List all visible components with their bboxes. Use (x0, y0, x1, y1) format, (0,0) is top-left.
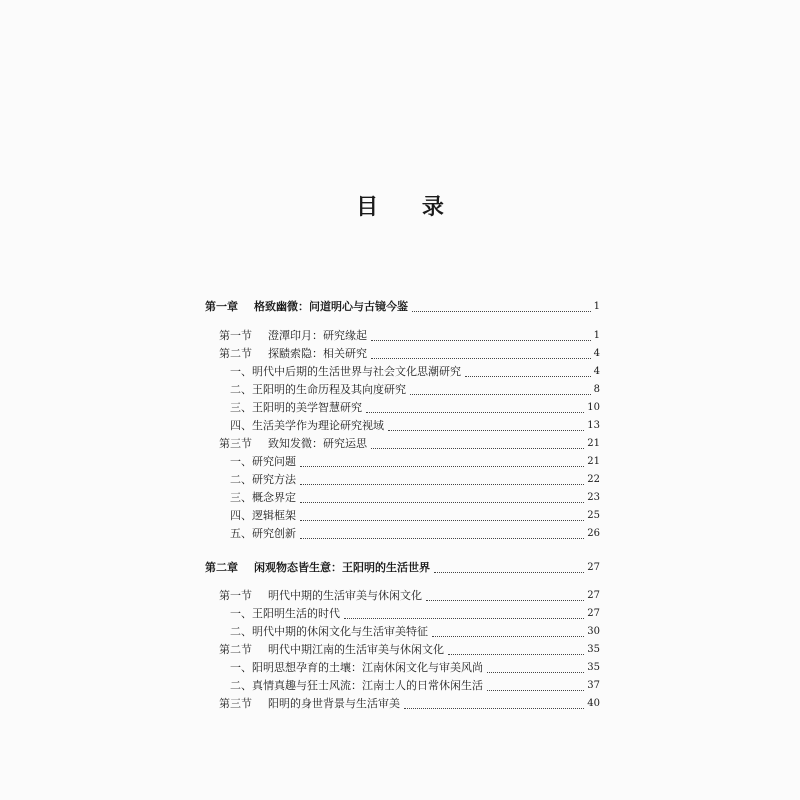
toc-page-number: 4 (593, 366, 600, 377)
toc-entry-text: 格致幽微：问道明心与古镜今鉴 (254, 300, 408, 313)
toc-page-number: 23 (587, 492, 600, 503)
toc-subsection-entry (230, 381, 600, 399)
toc-subsection-entry (230, 489, 600, 507)
toc-page-number: 8 (593, 384, 600, 395)
toc-page-number: 27 (587, 608, 600, 619)
toc-entry-number: 第一章 (205, 300, 238, 313)
toc-page-number: 1 (593, 330, 600, 341)
toc-entry-text: 五、研究创新 (230, 527, 296, 540)
toc-section-entry (219, 641, 600, 659)
toc-subsection-entry (230, 471, 600, 489)
toc-entry-text: 明代中期江南的生活审美与休闲文化 (268, 643, 444, 656)
toc-page-number: 37 (587, 680, 600, 691)
toc-entry-title (230, 453, 296, 471)
dot-leader (434, 571, 584, 573)
toc-subsection-entry (230, 623, 600, 641)
toc-entry-text: 一、阳明思想孕育的土壤：江南休闲文化与审美风尚 (230, 661, 483, 674)
toc-entry-text: 二、真情真趣与狂士风流：江南士人的日常休闲生活 (230, 679, 483, 692)
toc-entry-text: 四、逻辑框架 (230, 509, 296, 522)
toc-entry-text: 二、王阳明的生命历程及其向度研究 (230, 383, 406, 396)
dot-leader (300, 519, 584, 521)
toc-entry-text: 一、王阳明生活的时代 (230, 607, 340, 620)
toc-section-entry (219, 695, 600, 713)
toc-entry-title (230, 659, 483, 677)
toc-entry-text: 澄潭印月：研究缘起 (268, 329, 367, 342)
toc-entry-number: 第二节 (219, 347, 252, 360)
toc-entry-number: 第一节 (219, 589, 252, 602)
toc-entry-title (219, 587, 422, 605)
toc-entry-title (219, 435, 367, 453)
toc-entry-title (230, 363, 461, 381)
toc-subsection-entry (230, 677, 600, 695)
toc-entry-title (230, 507, 296, 525)
toc-subsection-entry (230, 525, 600, 543)
toc-entry-text: 明代中期的生活审美与休闲文化 (268, 589, 422, 602)
toc-entry-number: 第二节 (219, 643, 252, 656)
dot-leader (448, 653, 584, 655)
toc-entry-text: 致知发微：研究运思 (268, 437, 367, 450)
toc-entry-title (230, 605, 340, 623)
toc-page-number: 35 (587, 662, 600, 673)
toc-subsection-entry (230, 605, 600, 623)
toc-page-number: 30 (587, 626, 600, 637)
toc-entry-text: 一、研究问题 (230, 455, 296, 468)
toc-page-number: 25 (587, 510, 600, 521)
toc-entry-text: 探赜索隐：相关研究 (268, 347, 367, 360)
dot-leader (487, 689, 584, 691)
toc-entry-text: 四、生活美学作为理论研究视域 (230, 419, 384, 432)
toc-entry-text: 二、明代中期的休闲文化与生活审美特征 (230, 625, 428, 638)
toc-page-number: 27 (587, 590, 600, 601)
toc-entry-number: 第二章 (205, 561, 238, 574)
dot-leader (388, 429, 584, 431)
dot-leader (366, 411, 584, 413)
toc-entry-title (230, 471, 296, 489)
dot-leader (432, 635, 584, 637)
toc-entry-title (205, 298, 408, 316)
toc-section-entry (219, 327, 600, 345)
dot-leader (371, 357, 591, 359)
toc-entry-title (219, 641, 444, 659)
toc-entry-title (219, 327, 367, 345)
toc-entry-number: 第三节 (219, 437, 252, 450)
toc-page-number: 21 (587, 456, 600, 467)
dot-leader (487, 671, 584, 673)
toc-subsection-entry (230, 453, 600, 471)
toc-entry-title (230, 381, 406, 399)
toc-entry-text: 三、王阳明的美学智慧研究 (230, 401, 362, 414)
toc-page-number: 35 (587, 644, 600, 655)
toc-entry-text: 三、概念界定 (230, 491, 296, 504)
toc-entry-text: 阳明的身世背景与生活审美 (268, 697, 400, 710)
dot-leader (300, 465, 584, 467)
toc-entry-title (230, 417, 384, 435)
toc-page-number: 26 (587, 528, 600, 539)
toc-section-entry (219, 435, 600, 453)
toc-subsection-entry (230, 659, 600, 677)
toc-entry-text: 二、研究方法 (230, 473, 296, 486)
toc-page-number: 21 (587, 438, 600, 449)
toc-page-number: 13 (587, 420, 600, 431)
toc-entry-title (205, 559, 430, 577)
toc-entry-title (230, 525, 296, 543)
toc-chapter-entry (205, 298, 600, 316)
toc-page-number: 1 (593, 301, 600, 312)
dot-leader (410, 393, 591, 395)
dot-leader (300, 483, 584, 485)
toc-subsection-entry (230, 417, 600, 435)
toc-subsection-entry (230, 363, 600, 381)
dot-leader (465, 375, 591, 377)
toc-page-number: 4 (593, 348, 600, 359)
toc-entry-title (230, 677, 483, 695)
dot-leader (300, 501, 584, 503)
toc-entry-text: 一、明代中后期的生活世界与社会文化思潮研究 (230, 365, 461, 378)
toc-entry-number: 第三节 (219, 697, 252, 710)
toc-entry-title (230, 489, 296, 507)
toc-page-number: 10 (587, 402, 600, 413)
toc-subsection-entry (230, 507, 600, 525)
toc-chapter-entry (205, 559, 600, 577)
toc-entry-title (230, 623, 428, 641)
dot-leader (371, 447, 584, 449)
page-title: 目 录 (356, 194, 462, 220)
toc-section-entry (219, 587, 600, 605)
toc-entry-title (230, 399, 362, 417)
toc-section-entry (219, 345, 600, 363)
dot-leader (412, 310, 591, 312)
dot-leader (344, 617, 584, 619)
toc-page-number: 22 (587, 474, 600, 485)
toc-entry-title (219, 695, 400, 713)
toc-page-number: 27 (587, 562, 600, 573)
toc-page-number: 40 (587, 698, 600, 709)
dot-leader (404, 707, 584, 709)
toc-entry-title (219, 345, 367, 363)
toc-subsection-entry (230, 399, 600, 417)
dot-leader (371, 339, 591, 341)
toc-entry-text: 闲观物态皆生意：王阳明的生活世界 (254, 561, 430, 574)
toc-entry-number: 第一节 (219, 329, 252, 342)
dot-leader (300, 537, 584, 539)
dot-leader (426, 599, 584, 601)
